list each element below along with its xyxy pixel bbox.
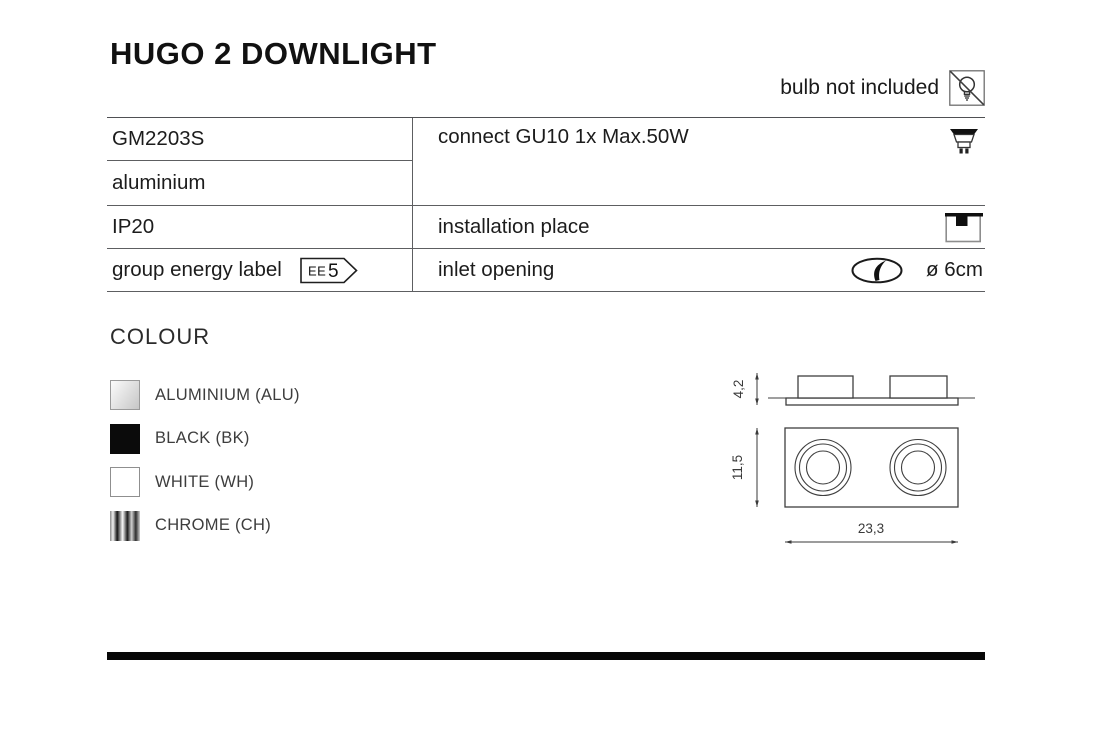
spec-table-right-column — [412, 118, 985, 292]
cut-hole-icon — [851, 257, 903, 284]
front-height-dimension: 11,5 — [730, 454, 745, 481]
chrome-label: CHROME (CH) — [155, 516, 272, 534]
colour-option-aluminium — [110, 380, 300, 410]
ip-rating-cell — [107, 206, 412, 249]
aluminium-label: ALUMINIUM (ALU) — [155, 385, 300, 404]
energy-badge-value: 5 — [327, 260, 339, 282]
white-swatch — [110, 467, 140, 497]
energy-label-cell — [107, 249, 412, 292]
page-title: HUGO 2 DOWNLIGHT — [110, 36, 437, 71]
inlet-opening-value: inlet opening — [438, 258, 555, 281]
connection-value: connect GU10 1x Max.50W — [438, 125, 689, 148]
model-cell — [107, 118, 412, 161]
energy-label-text: group energy label — [112, 258, 282, 281]
material-value: aluminium — [112, 171, 206, 194]
black-swatch — [110, 424, 140, 454]
spec-table-left-column — [107, 118, 412, 292]
chrome-swatch — [110, 511, 140, 541]
side-view — [731, 373, 975, 405]
white-label: WHITE (WH) — [155, 472, 255, 491]
footer-divider — [107, 652, 985, 660]
installation-cell — [413, 206, 985, 249]
colour-heading: COLOUR — [110, 324, 211, 349]
model-value: GM2203S — [112, 127, 205, 150]
material-cell — [107, 161, 412, 206]
installation-value: installation place — [438, 215, 590, 238]
energy-class-badge — [300, 257, 358, 284]
recessed-mount-icon — [945, 210, 983, 244]
inlet-opening-cell — [413, 249, 985, 292]
gu10-socket-icon — [945, 127, 983, 157]
bulb-note-label: bulb not included — [780, 76, 939, 99]
aluminium-swatch — [110, 380, 140, 410]
technical-drawing — [730, 352, 1000, 567]
ip-rating-value: IP20 — [112, 215, 155, 238]
colour-option-chrome — [110, 511, 300, 541]
energy-badge-prefix: EE — [307, 263, 327, 278]
front-width-dimension: 23,3 — [857, 521, 885, 536]
colour-option-black — [110, 424, 300, 454]
spec-table — [107, 117, 985, 292]
crossed-bulb-icon — [949, 70, 985, 106]
side-height-dimension: 4,2 — [731, 379, 746, 399]
colour-options — [110, 380, 300, 541]
bulb-note — [780, 70, 985, 106]
colour-option-white — [110, 467, 300, 497]
front-view — [730, 428, 958, 544]
inlet-diameter-value: ø 6cm — [926, 258, 983, 281]
black-label: BLACK (BK) — [155, 429, 250, 447]
connection-cell — [413, 118, 985, 206]
